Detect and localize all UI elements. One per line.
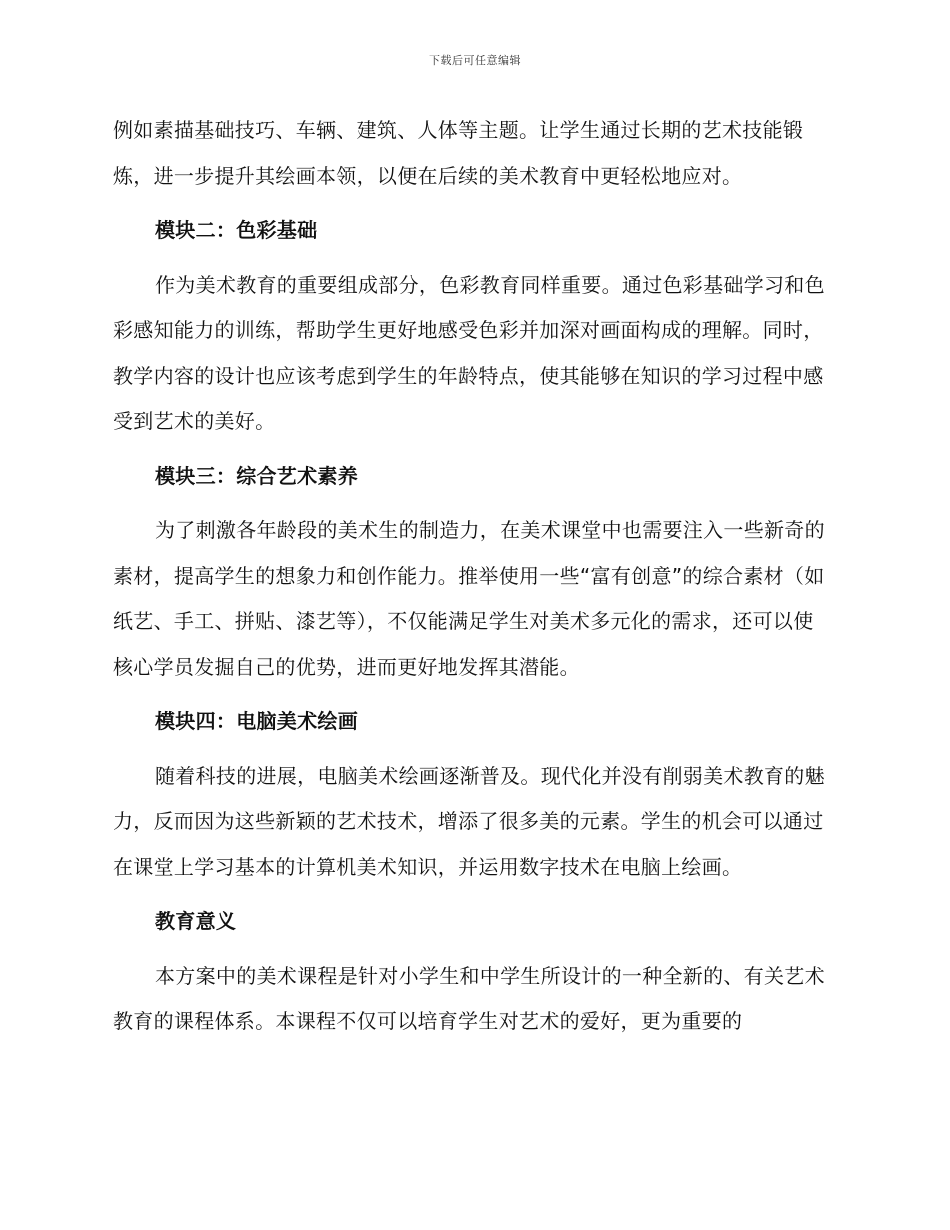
page-header: 下载后可任意编辑 xyxy=(429,54,521,67)
paragraph-continuation: 例如素描基础技巧、车辆、建筑、人体等主题。让学生通过长期的艺术技能锻炼，进一步提升其绘画本领，以便在后续的美术教育中更轻松地应对。 xyxy=(113,118,804,188)
section-heading-module-3: 模块三：综合艺术素养 xyxy=(155,463,358,488)
paragraph-significance: 本方案中的美术课程是针对小学生和中学生所设计的一种全新的、有关艺术教育的课程体系。本课程不仅可以培育学生对艺术的爱好，更为重要的 xyxy=(113,963,825,1033)
paragraph-computer-art: 随着科技的进展，电脑美术绘画逐渐普及。现代化并没有削弱美术教育的魅力，反而因为这些新颖的艺术技术，增添了很多美的元素。学生的机会可以通过在课堂上学习基本的计算机美术知识，并运用数字技术在电脑上绘画。 xyxy=(113,763,825,879)
paragraph-color-basics: 作为美术教育的重要组成部分，色彩教育同样重要。通过色彩基础学习和色彩感知能力的训练，帮助学生更好地感受色彩并加深对画面构成的理解。同时，教学内容的设计也应该考虑到学生的年龄特点，使其能够在知识的学习过程中感受到艺术的美好。 xyxy=(113,272,825,433)
document-body xyxy=(113,108,831,1045)
section-heading-module-4: 模块四：电脑美术绘画 xyxy=(155,709,358,733)
section-heading-significance: 教育意义 xyxy=(155,909,237,933)
section-heading-module-2: 模块二：色彩基础 xyxy=(155,218,318,242)
paragraph-art-literacy: 为了刺激各年龄段的美术生的制造力，在美术课堂中也需要注入一些新奇的素材，提高学生的想象力和创作能力。推举使用一些“富有创意”的综合素材（如纸艺、手工、拼贴、漆艺等），不仅能满足学生对美术多元化的需求，还可以使核心学员发掘自己的优势，进而更好地发挥其潜能。 xyxy=(113,518,825,679)
